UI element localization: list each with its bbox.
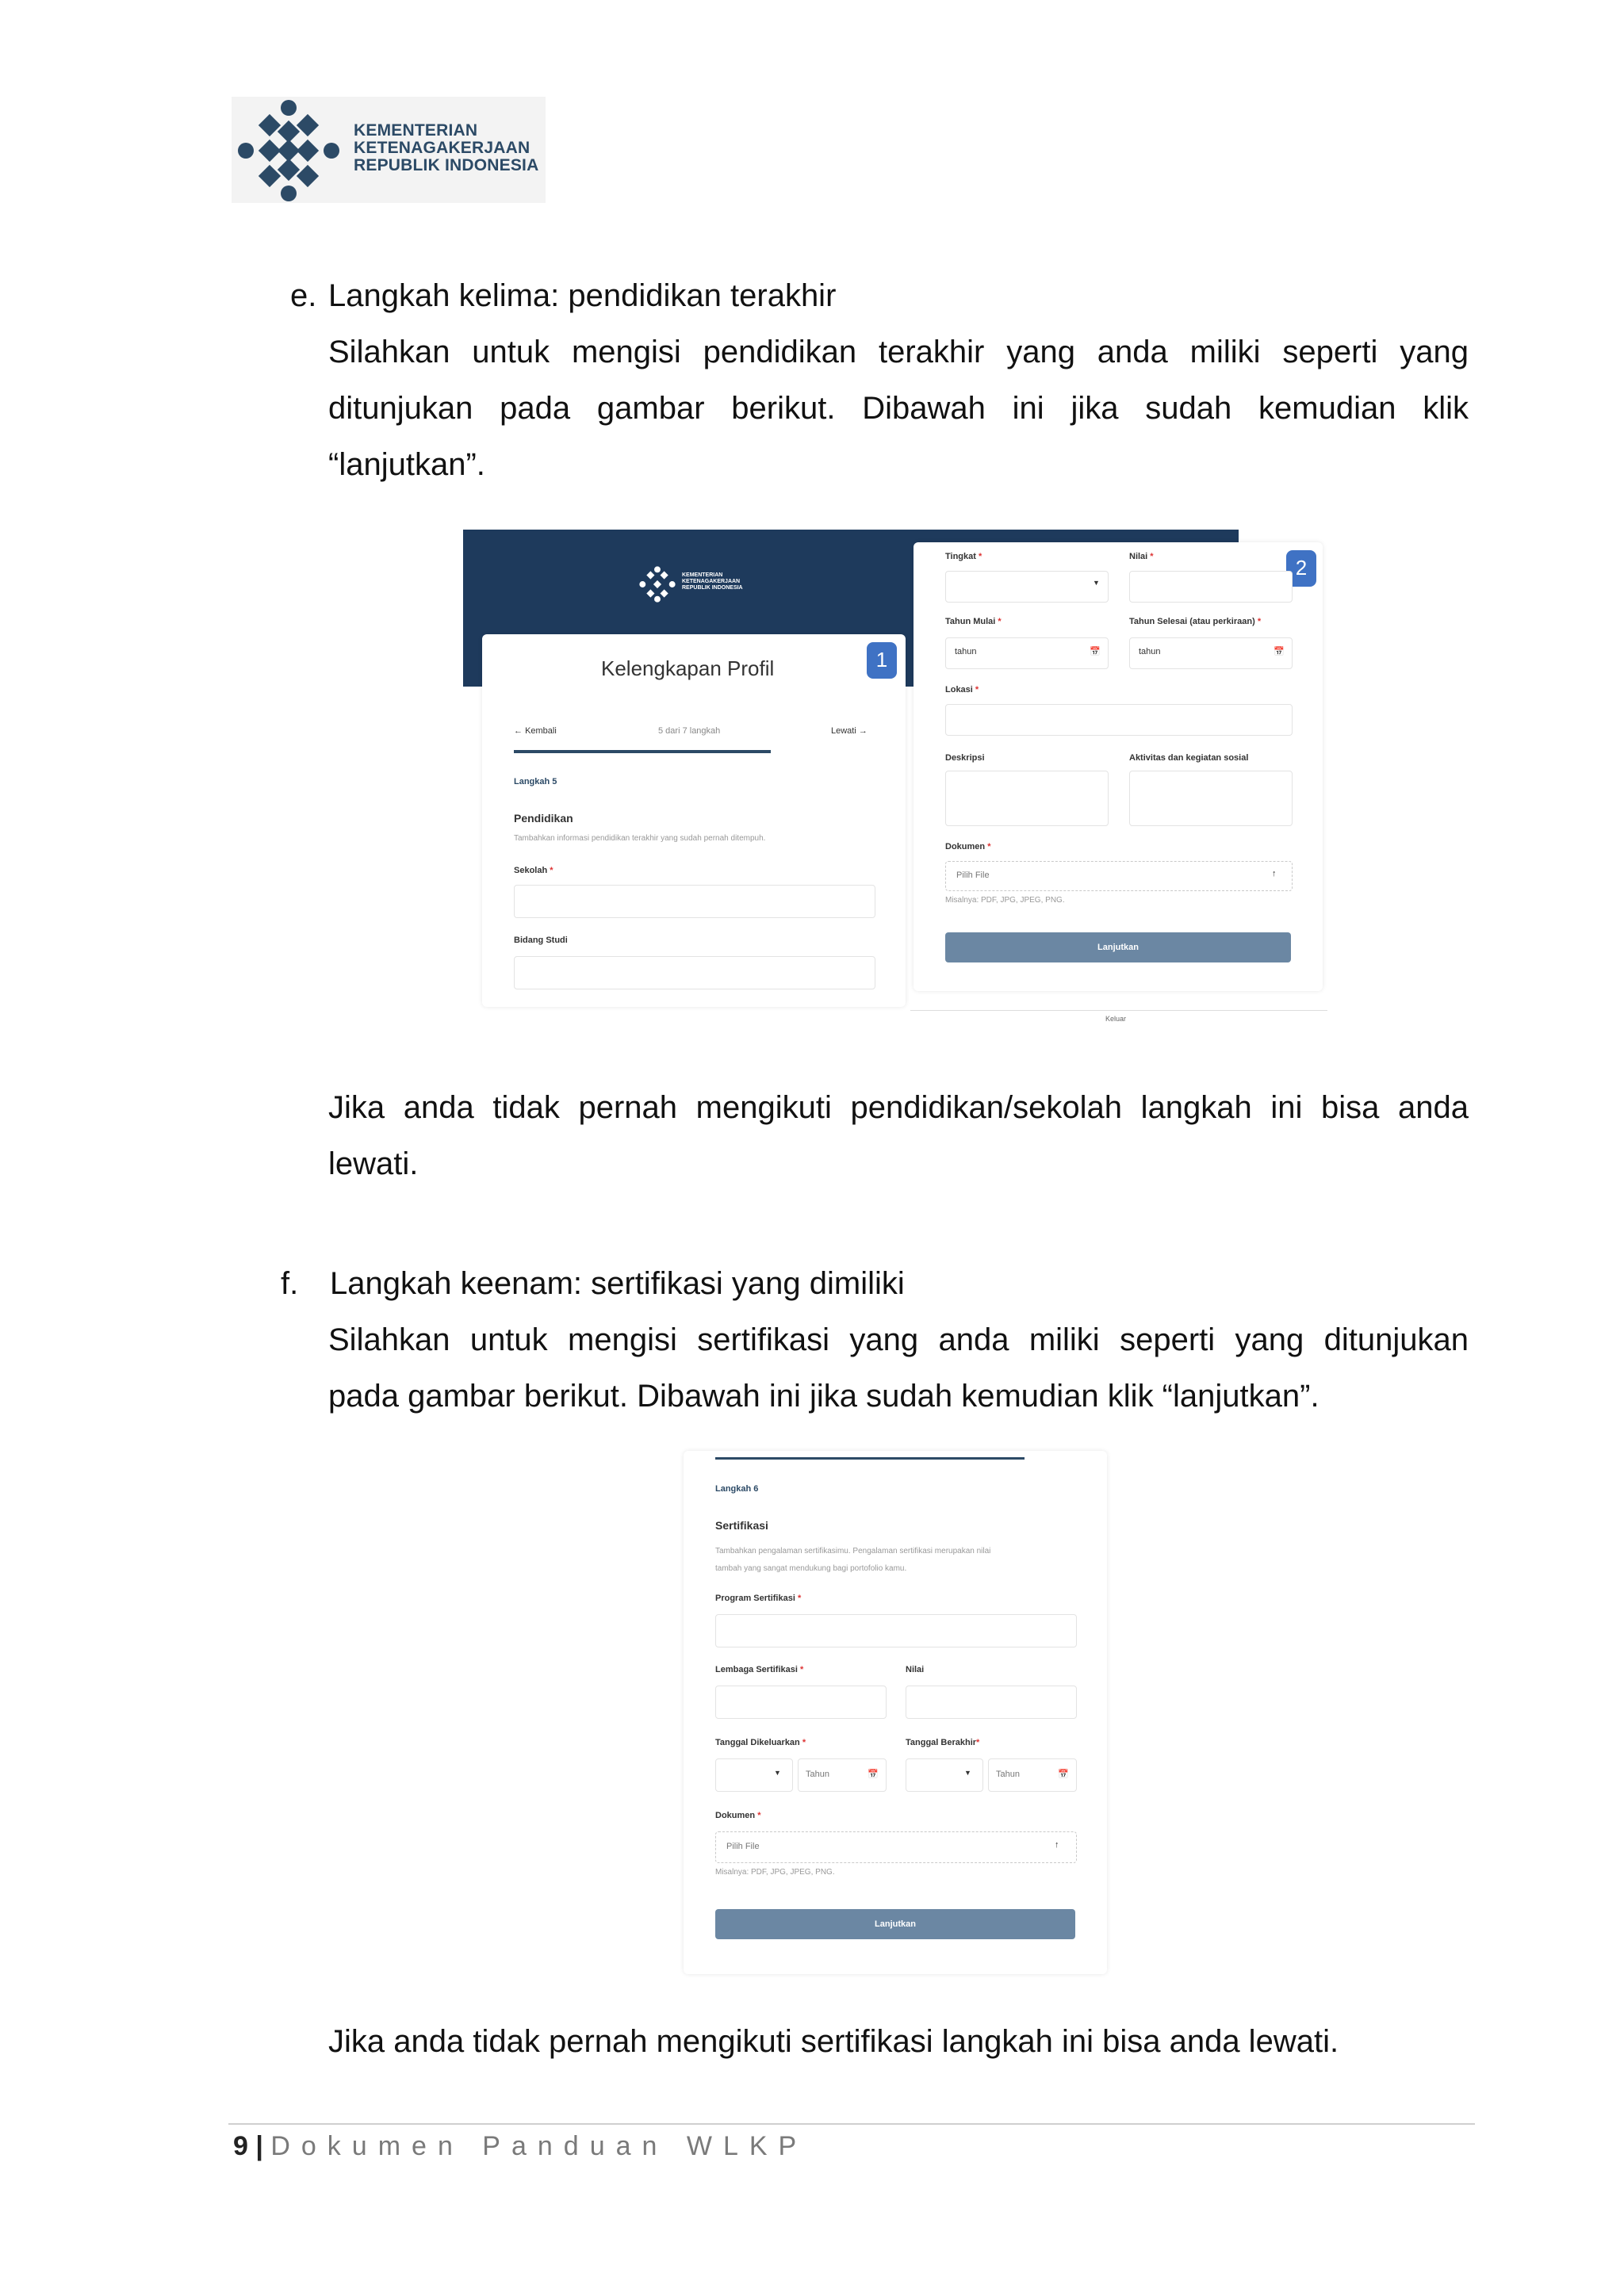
section-e-title: Langkah kelima: pendidikan terakhir [328,278,837,313]
shot1-logo-line: KETENAGAKERJAAN [682,579,741,584]
score-input[interactable] [1129,571,1293,603]
shot1-back-link[interactable]: ← Kembali [514,726,557,736]
section-e-para-line: ditunjukan pada gambar berikut. Dibawah ini jika sudah kemudian klik [328,391,1469,426]
section-f-title: Langkah keenam: sertifikasi yang dimiliki [330,1266,905,1301]
shot2-issued-label: Tanggal Dikeluarkan * [715,1738,806,1747]
shot1-form-card [914,542,1323,991]
upload-icon: ↑ [1272,869,1277,878]
file-placeholder: Pilih File [956,871,990,880]
page-number: 9 [233,2131,248,2161]
shot1-card-title: Kelengkapan Profil [601,656,775,680]
institution-input[interactable] [715,1686,887,1719]
shot1-skip-link[interactable]: Lewati → [831,726,868,736]
section-e-para-line: “lanjutkan”. [328,447,485,482]
shot1-logo-line: KEMENTERIAN [682,572,723,578]
shot2-expiry-label: Tanggal Berakhir* [906,1738,980,1747]
shot1-file-help: Misalnya: PDF, JPG, JPEG, PNG. [945,896,1065,905]
shot1-logo-line: REPUBLIK INDONESIA [682,585,743,591]
chevron-down-icon: ▼ [964,1769,971,1777]
shot2-institution-label-text: Lembaga Sertifikasi [715,1665,798,1674]
ministry-logo-icon [238,100,339,201]
shot1-score-label: Nilai * [1129,552,1154,561]
footer-separator: | [255,2131,263,2161]
shot1-location-label-text: Lokasi [945,685,973,695]
expiry-year-placeholder: Tahun [996,1770,1020,1779]
section-e-marker: e. [290,278,317,313]
shot2-institution-label: Lembaga Sertifikasi * [715,1665,804,1674]
logo-line: REPUBLIK INDONESIA [354,156,539,174]
field-of-study-input[interactable] [514,956,875,989]
shot1-level-label: Tingkat * [945,552,982,561]
level-select[interactable] [945,571,1109,603]
shot1-school-label-text: Sekolah [514,866,548,875]
shot2-desc-line: Tambahkan pengalaman sertifikasimu. Pengalaman sertifikasi merupakan nilai [715,1547,991,1556]
continue-button[interactable]: Lanjutkan [945,932,1291,962]
start-year-placeholder: tahun [955,647,977,656]
shot1-level-label-text: Tingkat [945,552,976,561]
shot1-skip-label: Lewati [831,726,856,736]
logo-line: KEMENTERIAN [354,121,478,140]
shot2-progress-bar [715,1457,1025,1460]
shot2-section-title: Sertifikasi [715,1519,768,1532]
footer-divider [228,2123,1475,2125]
shot1-section-title: Pendidikan [514,812,573,825]
shot1-desc-label: Deskripsi [945,753,985,763]
shot1-progress-text: 5 dari 7 langkah [658,726,721,736]
expiry-month-select[interactable] [906,1758,983,1792]
shot1-progress-bar [514,750,771,753]
shot1-start-label-text: Tahun Mulai [945,617,996,626]
cert-document-file-input[interactable] [715,1831,1077,1863]
shot1-logo-text [682,572,743,591]
chevron-down-icon: ▼ [774,1769,781,1777]
shot1-back-label: Kembali [525,726,557,736]
shot1-doc-label: Dokumen * [945,842,991,851]
section-f-para-line: pada gambar berikut. Dibawah ini jika sudah kemudian klik “lanjutkan”. [328,1379,1320,1414]
section-f-para-line: Silahkan untuk mengisi sertifikasi yang anda miliki seperti yang ditunjukan [328,1322,1469,1357]
program-input[interactable] [715,1614,1077,1647]
issued-month-select[interactable] [715,1758,793,1792]
calendar-icon: 📅 [868,1770,879,1779]
logo-line: KETENAGAKERJAAN [354,139,530,157]
section-e-after-line: lewati. [328,1146,419,1181]
calendar-icon: 📅 [1274,647,1285,656]
document-file-input[interactable] [945,861,1293,891]
shot1-end-label: Tahun Selesai (atau perkiraan) * [1129,617,1262,626]
shot2-issued-label-text: Tanggal Dikeluarkan [715,1738,800,1747]
shot1-score-label-text: Nilai [1129,552,1148,561]
calendar-icon: 📅 [1090,647,1101,656]
exit-link[interactable]: Keluar [1105,1015,1127,1023]
shot1-school-label: Sekolah * [514,866,553,875]
activity-textarea[interactable] [1129,771,1293,826]
section-e-para-line: Silahkan untuk mengisi pendidikan terakhir yang anda miliki seperti yang [328,335,1469,369]
shot1-field-label: Bidang Studi [514,936,568,945]
shot2-program-label-text: Program Sertifikasi [715,1594,795,1603]
shot2-desc-line: tambah yang sangat mendukung bagi portofolio kamu. [715,1564,907,1573]
shot1-end-label-text: Tahun Selesai (atau perkiraan) [1129,617,1255,626]
shot1-logo-icon [639,566,676,603]
cert-continue-button[interactable]: Lanjutkan [715,1909,1075,1939]
shot2-expiry-label-text: Tanggal Berakhir [906,1738,977,1747]
section-f-after: Jika anda tidak pernah mengikuti sertifikasi langkah ini bisa anda lewati. [328,2024,1339,2059]
shot2-doc-label-text: Dokumen [715,1811,756,1820]
footer-title: Dokumen Panduan WLKP [270,2131,808,2161]
ministry-name [354,122,538,174]
shot1-divider [910,1010,1327,1011]
footer [233,2131,807,2162]
step-badge-2: 2 [1286,550,1316,587]
location-input[interactable] [945,704,1293,736]
shot2-score-label: Nilai [906,1665,925,1674]
shot2-section-desc [715,1543,990,1578]
end-year-placeholder: tahun [1139,647,1161,656]
section-e-after-line: Jika anda tidak pernah mengikuti pendidikan/sekolah langkah ini bisa anda [328,1090,1469,1125]
shot1-doc-label-text: Dokumen [945,842,986,851]
cert-score-input[interactable] [906,1686,1077,1719]
section-f-marker: f. [281,1266,299,1301]
upload-icon: ↑ [1055,1840,1059,1850]
shot1-section-desc: Tambahkan informasi pendidikan terakhir yang sudah pernah ditempuh. [514,834,766,843]
shot2-program-label: Program Sertifikasi * [715,1594,802,1603]
issued-year-placeholder: Tahun [806,1770,829,1779]
school-input[interactable] [514,885,875,918]
cert-file-placeholder: Pilih File [726,1842,760,1851]
shot1-start-label: Tahun Mulai * [945,617,1002,626]
shot1-step-label: Langkah 5 [514,777,557,786]
shot1-activity-label: Aktivitas dan kegiatan sosial [1129,753,1249,763]
shot2-step-label: Langkah 6 [715,1484,759,1494]
calendar-icon: 📅 [1058,1770,1069,1779]
shot1-location-label: Lokasi * [945,685,979,695]
chevron-down-icon: ▼ [1093,579,1100,587]
step-badge-1: 1 [867,642,897,679]
shot2-doc-label: Dokumen * [715,1811,761,1820]
shot2-file-help: Misalnya: PDF, JPG, JPEG, PNG. [715,1868,835,1877]
description-textarea[interactable] [945,771,1109,826]
